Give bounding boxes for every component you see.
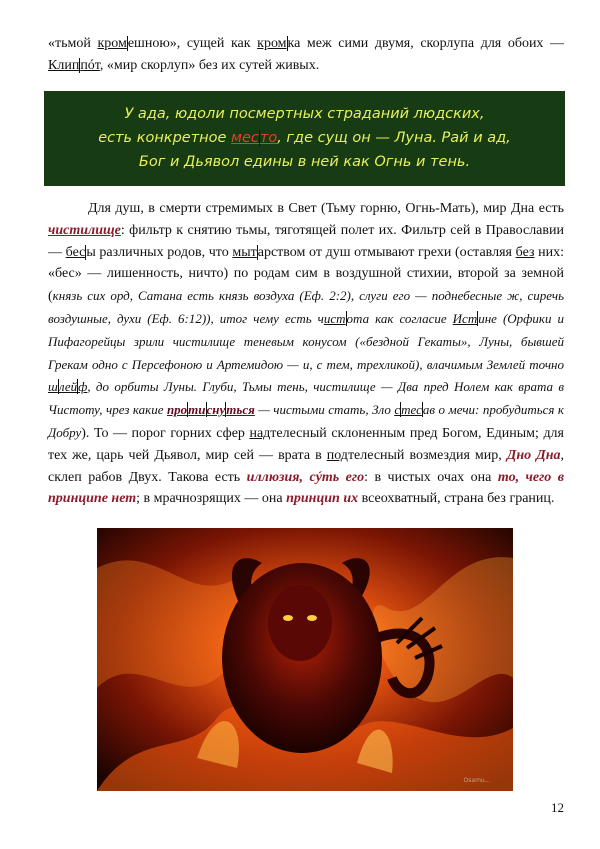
text-span: под [326,447,348,463]
keyword: иллюзия, сýть его [246,469,365,485]
text-span: Ист [452,310,478,326]
quote-line-2 [44,130,565,146]
demon-illustration [97,528,513,791]
text-span: ться [226,402,255,418]
keyword: Дно Дна [506,447,561,463]
text-span: мес [231,130,259,146]
text-span: «тьмой [48,36,98,51]
text-span: с [394,402,401,418]
text-span: кром [257,36,287,51]
keyword: принцип их [286,491,359,507]
text-span: , до орбиты Луны. Глуби, Тьмы тень, чистилище — Два пред Нолем как врата в Чистоту, чрез какие [48,379,564,418]
demon-head [268,585,332,661]
paragraph-intro [48,33,564,77]
text-span: ист [323,310,346,326]
artist-signature: Osamu... [463,777,491,784]
keyword: чистилище [48,222,121,238]
quote-box [44,91,565,186]
paragraph-main [48,198,564,510]
text-span: ота как согласие [346,310,453,326]
text-span: ы различных родов, что [86,244,233,260]
text-span: , «мир скорлуп» без их сутей живых. [99,57,320,73]
text-span: Для душ, в смерти стремимых в Свет (Тьму горню, Огнь-Мать), мир Дна есть [88,201,564,216]
text-span: ти [188,402,206,418]
text-span: ). То — порог горних сфер [81,425,250,441]
demon-illustration-svg [97,528,513,791]
demon-eye-left [283,615,293,621]
text-span: ине (Орфики и Пифагорейцы зрили чистилище теневым конусом («бездной Гекаты», Луны, бывшей Грекам одно с Персефоною и Артемидою — и, с тем, трехликой), влачимым Землей точно [48,310,564,372]
text-span: — чистыми стать, Зло [254,402,395,418]
text-span: есть конкретное [98,130,232,146]
page-number: 12 [551,800,564,815]
text-span: бес [65,244,86,260]
text-span: телесный возмездия мир, [347,447,507,463]
text-span: мыт [232,244,257,260]
text-span: ешною», сущей как [127,36,258,51]
text-span: тес [401,402,422,418]
text-span: , где сущ он — Луна. Рай и ад, [277,130,511,146]
demon-eye-right [307,615,317,621]
text-span: сну [206,402,226,418]
text-span: Клип [48,57,80,73]
text-span: них: «бес» — лишенность, ничто) по родам сим в воздушной стихии, второй за земной ( [48,244,565,305]
text-span: пóт [80,57,100,73]
text-span: над [249,425,271,441]
text-span: то [259,130,278,146]
text-span: ф [78,379,88,395]
text-span: князь сих орд, Сатана есть князь воздуха (Еф. 2:2), слуги его — поднебесные ж, сиречь воздушные, духи (Еф. 6:12)), итог чему есть ч [48,288,564,326]
text-span: всеохватный, страна без границ. [358,491,555,507]
quote-line-3: Бог и Дьявол едины в ней как Огнь и тень. [138,154,471,170]
text-span: ш [48,379,58,395]
text-span: ав о мечи: пробудиться к Добру [48,402,564,440]
text-span: кром [97,36,127,51]
text-span: ка меж сими двумя, скорлупа для обоих — [287,36,565,51]
text-span: : фильтр к снятию тьмы, тяготящей полет их. Фильтр сей в Православии — [48,222,564,260]
text-span: , склеп рабов Двух. Такова есть [48,447,564,485]
text-span: без [515,244,535,260]
quote-line-1: У ада, юдоли посмертных страданий людских, [124,106,485,122]
text-span: лей [58,379,78,395]
text-span: ; в мрачнозрящих — она [136,491,287,507]
keyword: то, чего в принципе нет [48,469,565,507]
text-span: : в чистых очах она [364,469,498,485]
text-span: телесный склоненным пред Богом, Единым; для тех же, царь чей Дьявол, мир сей — врата в [48,425,564,463]
text-span: про [166,402,188,418]
text-span: арством от душ отмывают грехи (оставляя [257,244,516,260]
